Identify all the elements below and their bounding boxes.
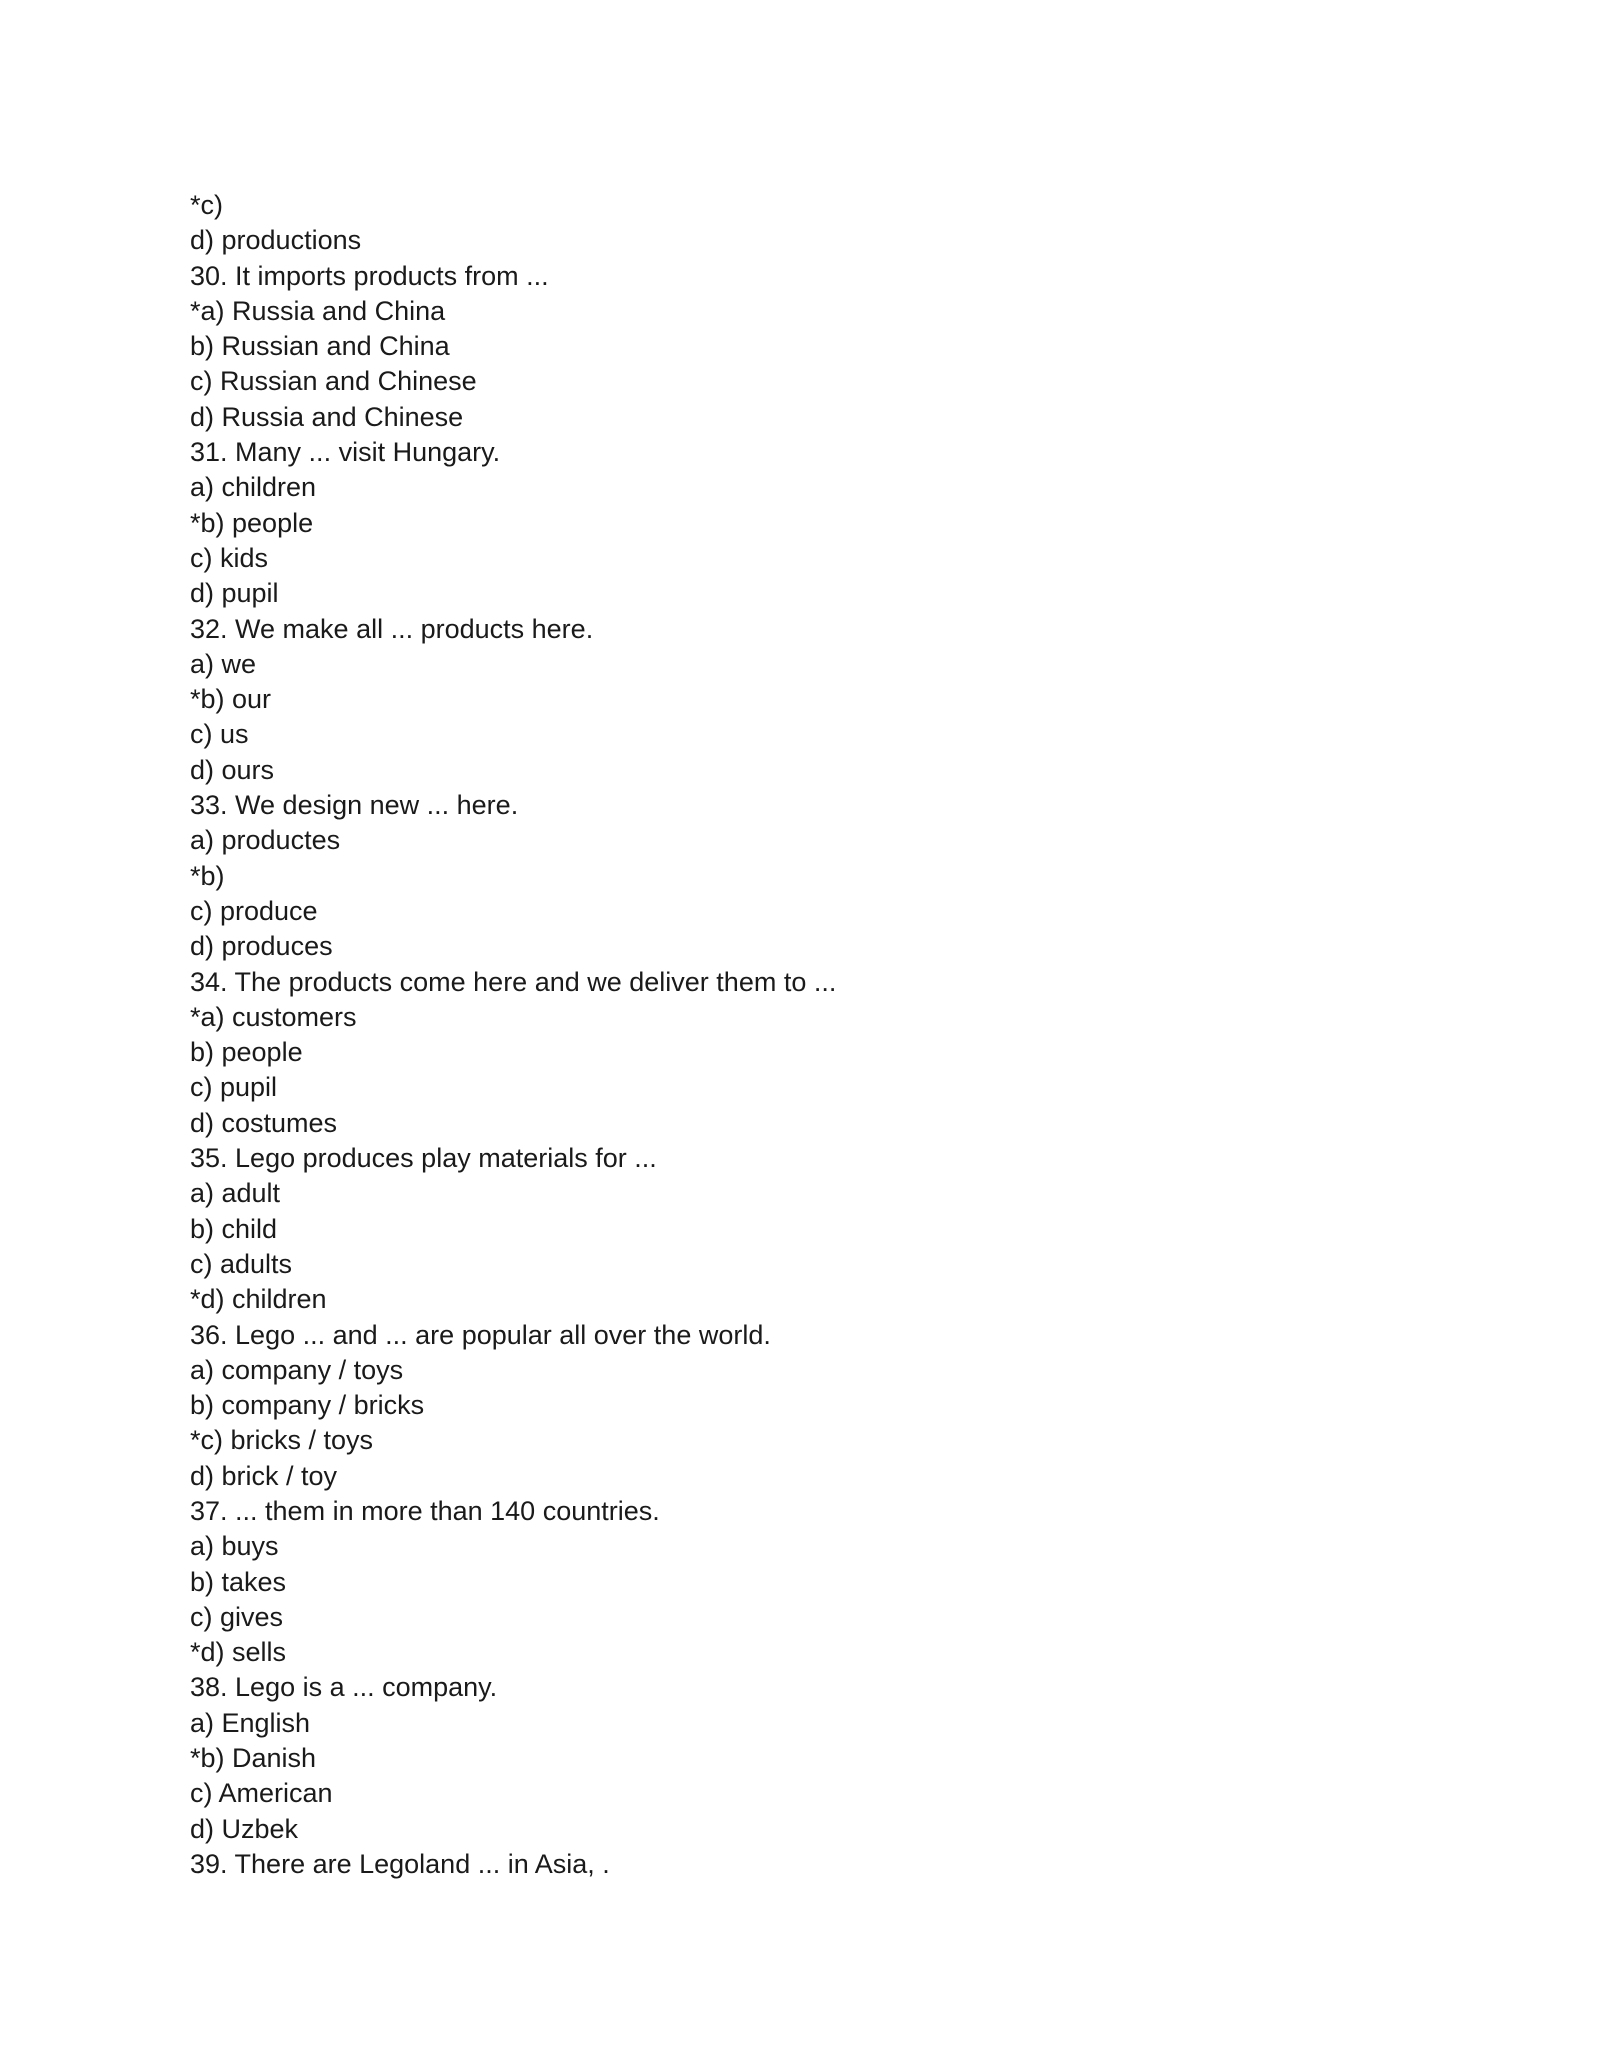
answer-option: c) Russian and Chinese bbox=[190, 366, 477, 397]
correct-answer-option: *b) bbox=[190, 860, 225, 891]
answer-option: c) gives bbox=[190, 1601, 284, 1632]
question-text: 32. We make all ... products here. bbox=[190, 613, 594, 644]
answer-option: a) children bbox=[190, 472, 317, 503]
question-text: 38. Lego is a ... company. bbox=[190, 1672, 498, 1703]
correct-answer-option: *c) bbox=[190, 190, 223, 220]
correct-answer-option: *c) bricks / toys bbox=[190, 1425, 374, 1456]
question-text: 39. There are Legoland ... in Asia, . bbox=[190, 1848, 610, 1879]
answer-option: c) pupil bbox=[190, 1072, 278, 1103]
correct-answer-option: *b) Danish bbox=[190, 1743, 317, 1774]
answer-option: a) English bbox=[190, 1707, 311, 1738]
question-text: 34. The products come here and we deliver them to ... bbox=[190, 966, 837, 997]
answer-option: d) costumes bbox=[190, 1107, 338, 1138]
correct-answer-option: *b) our bbox=[190, 684, 272, 715]
answer-option: d) Uzbek bbox=[190, 1813, 299, 1844]
answer-option: c) kids bbox=[190, 542, 269, 573]
answer-option: b) people bbox=[190, 1037, 303, 1068]
question-text: 31. Many ... visit Hungary. bbox=[190, 437, 501, 468]
answer-option: a) company / toys bbox=[190, 1354, 404, 1385]
answer-option: b) takes bbox=[190, 1566, 287, 1597]
correct-answer-option: *b) people bbox=[190, 507, 314, 538]
correct-answer-option: *a) Russia and China bbox=[190, 295, 446, 326]
question-text: 30. It imports products from ... bbox=[190, 260, 549, 291]
answer-option: c) American bbox=[190, 1778, 333, 1809]
answer-option: d) ours bbox=[190, 754, 275, 785]
answer-option: d) produces bbox=[190, 931, 333, 962]
correct-answer-option: *d) sells bbox=[190, 1637, 287, 1668]
answer-option: a) productes bbox=[190, 825, 341, 856]
answer-option: a) adult bbox=[190, 1178, 281, 1209]
answer-option: a) buys bbox=[190, 1531, 279, 1562]
answer-option: b) company / bricks bbox=[190, 1390, 425, 1421]
answer-option: c) us bbox=[190, 719, 249, 750]
question-text: 37. ... them in more than 140 countries. bbox=[190, 1495, 660, 1526]
answer-option: d) pupil bbox=[190, 578, 279, 609]
answer-option: d) brick / toy bbox=[190, 1460, 338, 1491]
answer-option: a) we bbox=[190, 648, 257, 679]
answer-option: c) adults bbox=[190, 1248, 293, 1279]
correct-answer-option: *a) customers bbox=[190, 1001, 357, 1032]
answer-option: d) Russia and Chinese bbox=[190, 401, 464, 432]
answer-option: b) Russian and China bbox=[190, 331, 450, 362]
question-text: 35. Lego produces play materials for ... bbox=[190, 1143, 657, 1174]
question-text: 36. Lego ... and ... are popular all over the world. bbox=[190, 1319, 771, 1350]
correct-answer-option: *d) children bbox=[190, 1284, 327, 1315]
answer-option: d) productions bbox=[190, 225, 362, 256]
quiz-content bbox=[190, 188, 1390, 1882]
question-text: 33. We design new ... here. bbox=[190, 790, 519, 821]
answer-option: b) child bbox=[190, 1213, 278, 1244]
answer-option: c) produce bbox=[190, 895, 318, 926]
